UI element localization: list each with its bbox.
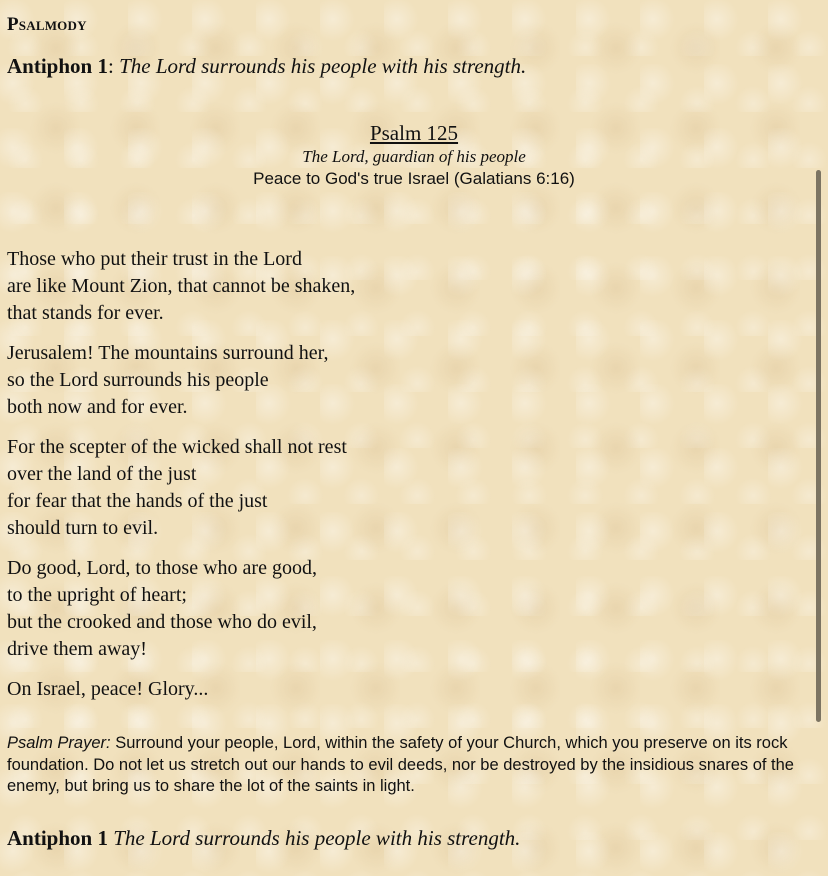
stanza: [7, 676, 355, 703]
verse-line: but the crooked and those who do evil,: [7, 611, 317, 633]
verse-line: to the upright of heart;: [7, 584, 187, 606]
psalm-prayer-text: Surround your people, Lord, within the safety of your Church, which you preserve on its rock foundation. Do not let us stretch out our hands to evil deeds, nor be destroyed by the insidious snares of the enemy, but bring us to share the lot of the saints in light.: [7, 734, 794, 795]
verse-line: so the Lord surrounds his people: [7, 369, 269, 391]
verse-line: On Israel, peace! Glory...: [7, 678, 209, 700]
stanza: [7, 555, 355, 663]
verse-line: both now and for ever.: [7, 396, 188, 418]
antiphon-bottom: [7, 826, 520, 851]
psalm-reference: Peace to God's true Israel (Galatians 6:16): [253, 169, 575, 188]
antiphon-separator: :: [107, 54, 120, 78]
stanza: [7, 434, 355, 542]
verse-line: For the scepter of the wicked shall not rest: [7, 436, 347, 458]
antiphon-text: The Lord surrounds his people with his strength.: [119, 54, 527, 78]
stanza: [7, 246, 355, 327]
verse-line: Those who put their trust in the Lord: [7, 248, 302, 270]
psalm-prayer: [7, 733, 812, 798]
verse-line: should turn to evil.: [7, 517, 159, 539]
psalm-text: [7, 246, 355, 716]
verse-line: that stands for ever.: [7, 302, 164, 324]
verse-line: for fear that the hands of the just: [7, 490, 268, 512]
antiphon-label: Antiphon 1: [7, 826, 108, 850]
verse-line: Do good, Lord, to those who are good,: [7, 557, 317, 579]
section-heading: Psalmody: [7, 14, 87, 35]
verse-line: are like Mount Zion, that cannot be shaken,: [7, 275, 356, 297]
antiphon-label: Antiphon 1: [7, 54, 108, 78]
vertical-scrollbar[interactable]: [816, 170, 821, 722]
psalm-subtitle: The Lord, guardian of his people: [302, 147, 526, 166]
verse-line: Jerusalem! The mountains surround her,: [7, 342, 329, 364]
verse-line: drive them away!: [7, 638, 147, 660]
antiphon-text: The Lord surrounds his people with his strength.: [113, 826, 521, 850]
psalm-title: Psalm 125: [369, 121, 459, 145]
antiphon-top: [7, 54, 526, 79]
stanza: [7, 340, 355, 421]
psalm-header: [7, 121, 821, 190]
psalm-prayer-label: Psalm Prayer:: [7, 734, 111, 752]
verse-line: over the land of the just: [7, 463, 197, 485]
